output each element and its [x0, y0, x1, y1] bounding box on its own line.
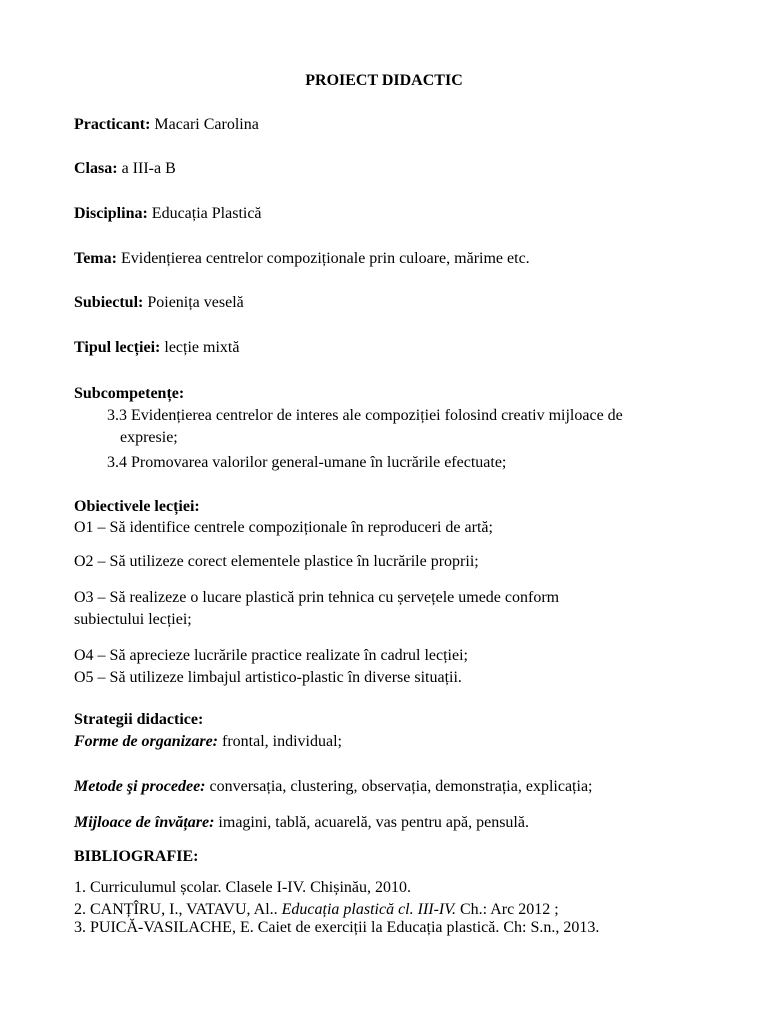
obiectiv-o4: O4 – Să aprecieze lucrările practice realizate în cadrul lecției; [74, 647, 468, 664]
strategie-metode [74, 776, 592, 798]
field-subiectul [74, 292, 244, 314]
strategie-value: frontal, individual; [222, 733, 342, 750]
subcompetenta-item: 3.3 Evidențierea centrelor de interes ale compoziției folosind creativ mijloace de [107, 407, 623, 424]
obiective-heading: Obiectivele lecției: [74, 498, 200, 515]
field-label: Tipul lecției: [74, 339, 161, 356]
strategie-mijloace [74, 812, 529, 834]
bibliografie-heading: BIBLIOGRAFIE: [74, 848, 199, 865]
field-value: a III-a B [121, 160, 176, 177]
field-label: Subiectul: [74, 294, 144, 311]
subcompetenta-item: 3.4 Promovarea valorilor general-umane în lucrările efectuate; [107, 454, 507, 471]
field-tema [74, 248, 530, 270]
field-label: Clasa: [74, 160, 118, 177]
ref-authors: 2. CANȚÎRU, I., VATAVU, Al.. [74, 901, 278, 918]
subcompetenta-item-continuation: expresie; [120, 429, 178, 446]
obiectiv-o1: O1 – Să identifice centrele compoziționale în reproduceri de artă; [74, 519, 493, 536]
field-practicant [74, 114, 259, 136]
obiectiv-o3-continuation: subiectului lecției; [74, 611, 192, 628]
page-title: PROIECT DIDACTIC [305, 72, 463, 89]
strategie-value: conversația, clustering, observația, demonstrația, explicația; [209, 778, 593, 795]
subcompetente-heading: Subcompetențe: [74, 385, 185, 402]
field-label: Practicant: [74, 116, 151, 133]
ref-publisher: Ch.: Arc 2012 ; [459, 901, 559, 918]
field-value: Macari Carolina [154, 116, 259, 133]
field-label: Tema: [74, 250, 117, 267]
bibliografie-item: 3. PUICĂ-VASILACHE, E. Caiet de exerciții la Educația plastică. Ch: S.n., 2013. [74, 919, 600, 936]
field-value: Evidențierea centrelor compoziționale prin culoare, mărime etc. [120, 250, 530, 267]
strategie-label: Mijloace de învățare: [74, 814, 215, 831]
field-value: Educația Plastică [151, 205, 262, 222]
strategie-value: imagini, tablă, acuarelă, vas pentru apă, pensulă. [218, 814, 529, 831]
bibliografie-item: 1. Curriculumul școlar. Clasele I-IV. Chișinău, 2010. [74, 879, 411, 896]
field-value: Poienița veselă [147, 294, 244, 311]
strategie-label: Metode şi procedee: [74, 778, 206, 795]
strategie-forme [74, 731, 342, 753]
strategii-heading: Strategii didactice: [74, 711, 204, 728]
ref-title: Educația plastică cl. III-IV. [281, 901, 456, 918]
field-tipul-lectiei [74, 337, 239, 359]
field-disciplina [74, 203, 262, 225]
obiectiv-o3: O3 – Să realizeze o lucare plastică prin tehnica cu șervețele umede conform [74, 589, 560, 606]
strategie-label: Forme de organizare: [74, 733, 218, 750]
field-clasa [74, 158, 176, 180]
field-value: lecție mixtă [164, 339, 240, 356]
obiectiv-o5: O5 – Să utilizeze limbajul artistico-plastic în diverse situații. [74, 669, 462, 686]
field-label: Disciplina: [74, 205, 148, 222]
obiectiv-o2: O2 – Să utilizeze corect elementele plastice în lucrările proprii; [74, 553, 479, 570]
